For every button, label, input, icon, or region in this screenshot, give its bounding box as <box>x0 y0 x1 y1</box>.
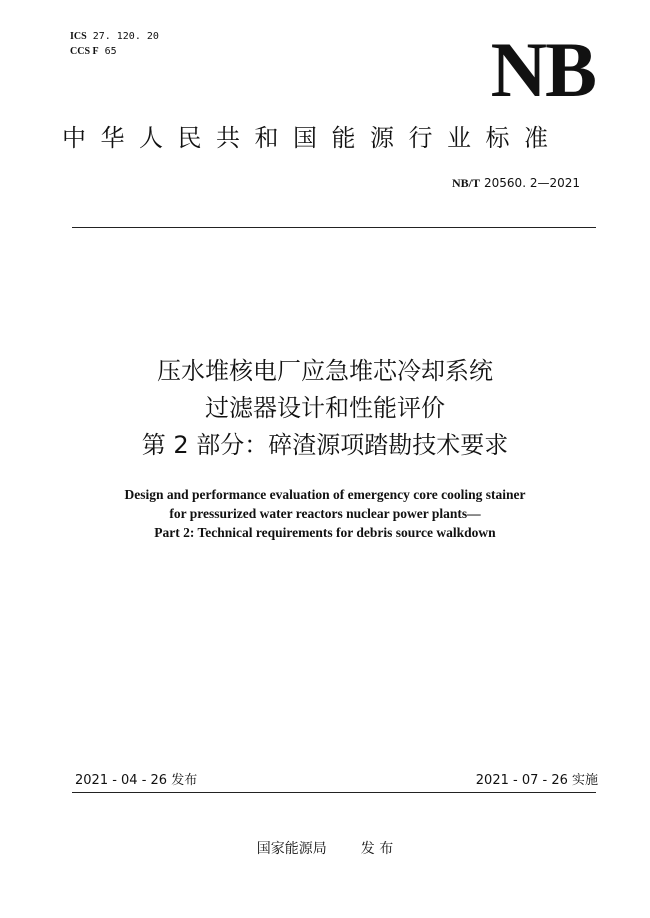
classification-codes <box>70 29 159 59</box>
top-divider <box>72 227 596 228</box>
ccs-code: 65 <box>104 46 117 57</box>
en-title-line2: for pressurized water reactors nuclear power plants— <box>169 506 481 521</box>
ics-label: ICS <box>70 31 87 42</box>
cn-title-line3: 第 2 部分：碎渣源项踏勘技术要求 <box>141 431 509 459</box>
cn-title-line2: 过滤器设计和性能评价 <box>205 394 445 422</box>
en-title-line3: Part 2: Technical requirements for debris source walkdown <box>154 525 496 540</box>
standard-number <box>452 176 580 191</box>
issuer-name: 国家能源局 <box>256 841 327 857</box>
cn-title-line1: 压水堆核电厂应急堆芯冷却系统 <box>157 357 493 385</box>
issue-date: 2021 - 04 - 26 发布 <box>75 773 198 788</box>
nb-logo: NB <box>490 26 595 113</box>
issuer-action: 发 布 <box>360 841 394 857</box>
agency-title: 中华人民共和国能源行业标准 <box>62 124 563 152</box>
ics-line <box>70 29 159 44</box>
ccs-label: CCS F <box>70 46 99 57</box>
effective-date: 2021 - 07 - 26 实施 <box>475 773 598 788</box>
issuer-line <box>0 838 650 858</box>
ccs-line <box>70 44 159 59</box>
bottom-divider <box>72 792 596 793</box>
standard-prefix: NB/T <box>452 176 481 190</box>
ics-code: 27. 120. 20 <box>92 31 159 42</box>
standard-number-value: 20560. 2—2021 <box>484 176 580 190</box>
en-title-line1: Design and performance evaluation of emergency core cooling stainer <box>124 487 526 502</box>
